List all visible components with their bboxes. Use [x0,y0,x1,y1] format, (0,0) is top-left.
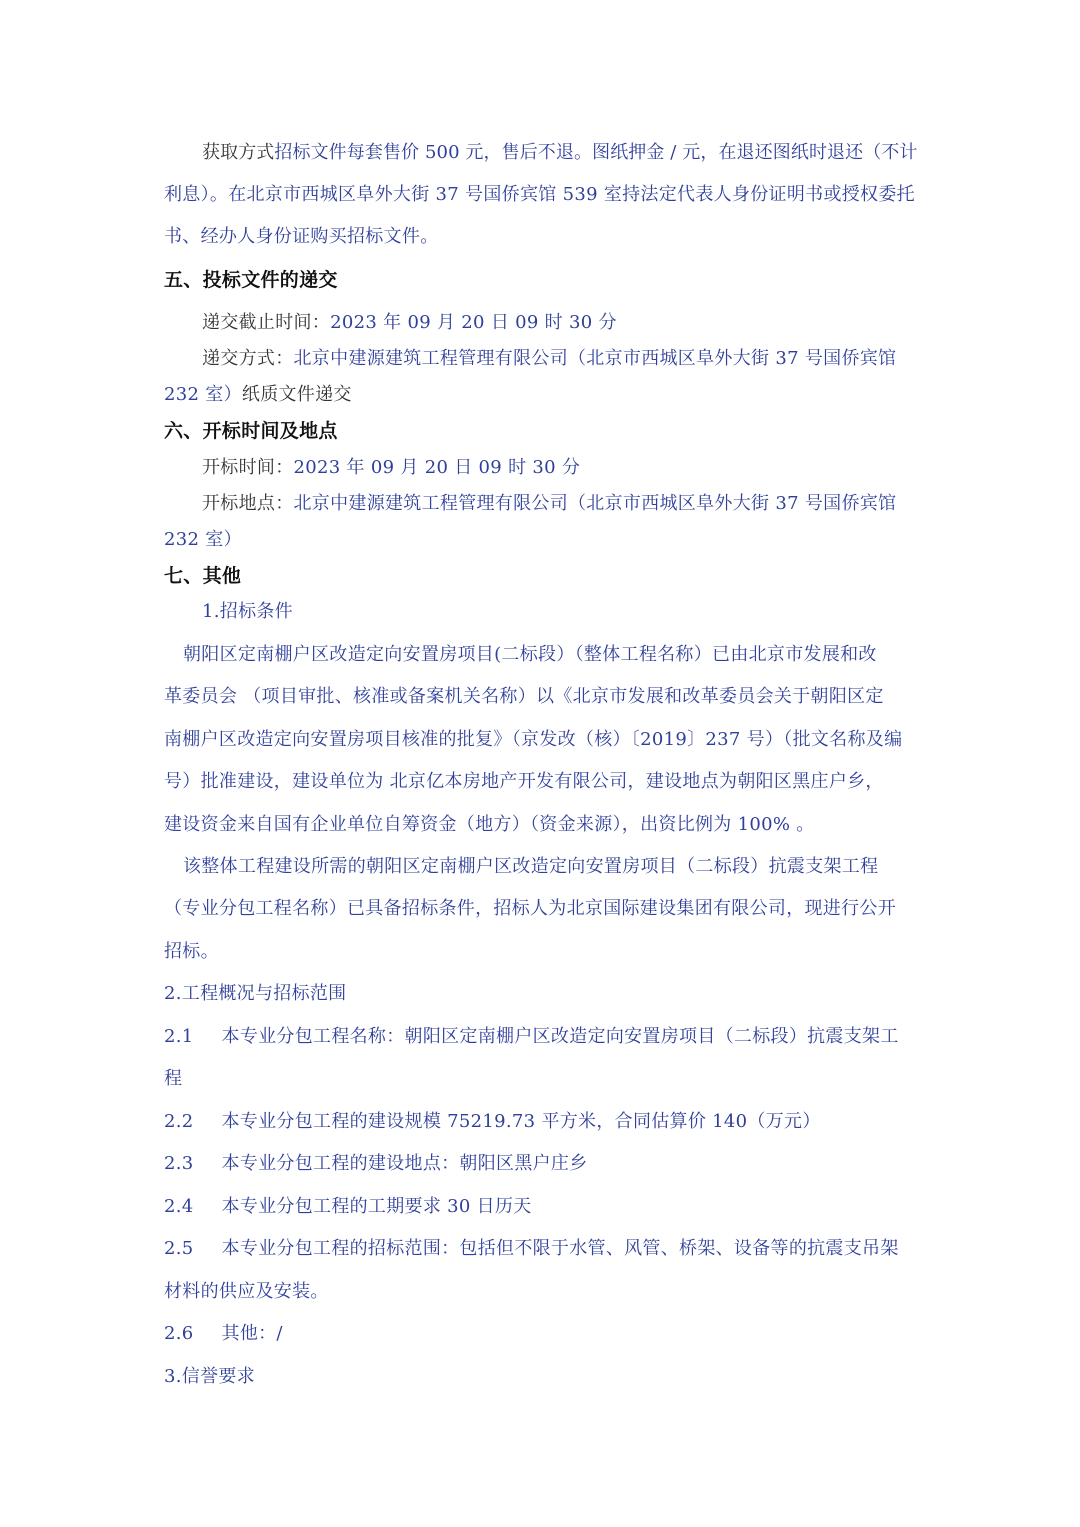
item-2-5-continued: 材料的供应及安装。 [164,1281,329,1302]
item-text: 本专业分包工程的工期要求 30 日历天 [221,1196,532,1217]
item-text: 本专业分包工程的建设地点：朝阳区黑户庄乡 [221,1153,588,1174]
submit-method-text-1: 北京中建源建筑工程管理有限公司（北京市西城区阜外大街 37 号国侨宾馆 [293,348,897,369]
conditions-line-4: 号）批准建设，建设单位为 北京亿本房地产开发有限公司，建设地点为朝阳区黑庄户乡， [164,771,884,792]
acquire-line-1 [202,141,918,165]
submit-deadline-label: 递交截止时间： [202,312,331,333]
conditions-p2-line-1: 该整体工程建设所需的朝阳区定南棚户区改造定向安置房项目（二标段）抗震支架工程 [183,856,879,877]
item-text: 本专业分包工程的招标范围：包括但不限于水管、风管、桥架、设备等的抗震支吊架 [221,1238,899,1259]
item-number: 2.5 [164,1238,194,1259]
open-place-label: 开标地点： [202,493,294,514]
item-number: 2.4 [164,1196,194,1217]
section-6-heading: 六、开标时间及地点 [164,420,338,442]
conditions-line-5: 建设资金来自国有企业单位自筹资金（地方）（资金来源），出资比例为 100% 。 [164,814,815,835]
submit-method-label: 递交方式： [202,348,294,369]
item-number: 2.6 [164,1323,194,1344]
submit-method-rest: 纸质文件递交 [241,384,352,405]
item-number: 2.1 [164,1026,194,1047]
conditions-line-3: 南棚户区改造定向安置房项目核准的批复》（京发改（核）〔2019〕237 号）（批文名称及编 [164,729,903,750]
submit-method-line-1 [202,347,896,371]
item-number: 2.3 [164,1153,194,1174]
subsection-1-title: 1.招标条件 [202,601,293,622]
item-2-1 [164,1025,899,1049]
item-2-6 [164,1322,283,1346]
conditions-line-2: 革委员会 （项目审批、核准或备案机关名称）以《北京市发展和改革委员会关于朝阳区定 [164,686,884,707]
item-text: 本专业分包工程的建设规模 75219.73 平方米，合同估算价 140（万元） [221,1111,821,1132]
open-time-label: 开标时间： [202,457,294,478]
acquire-line-2: 利息）。在北京市西城区阜外大街 37 号国侨宾馆 539 室持法定代表人身份证明书或授权委托 [164,184,915,205]
open-time-value: 2023 年 09 月 20 日 09 时 30 分 [293,457,581,478]
item-text: 其他：/ [221,1323,283,1344]
submit-deadline-line [202,311,617,335]
item-2-3 [164,1152,588,1176]
open-place-line-2: 232 室） [164,529,242,550]
acquire-lead: 获取方式 [202,142,275,163]
acquire-line-3: 书、经办人身份证购买招标文件。 [164,226,439,247]
section-7-heading: 七、其他 [164,565,242,587]
item-2-4 [164,1195,532,1219]
item-2-1-continued: 程 [164,1068,183,1089]
open-place-line-1 [202,492,896,516]
open-place-text-1: 北京中建源建筑工程管理有限公司（北京市西城区阜外大街 37 号国侨宾馆 [293,493,897,514]
submit-method-line-2 [164,383,352,407]
submit-deadline-value: 2023 年 09 月 20 日 09 时 30 分 [330,312,617,333]
conditions-p2-line-2: （专业分包工程名称）已具备招标条件，招标人为北京国际建设集团有限公司，现进行公开 [164,898,896,919]
acquire-text-1: 招标文件每套售价 500 元，售后不退。图纸押金 / 元，在退还图纸时退还（不计 [274,142,918,163]
conditions-line-1: 朝阳区定南棚户区改造定向安置房项目(二标段）（整体工程名称）已由北京市发展和改 [183,644,877,665]
item-text: 本专业分包工程名称：朝阳区定南棚户区改造定向安置房项目（二标段）抗震支架工 [221,1026,899,1047]
item-number: 2.2 [164,1111,194,1132]
submit-method-room: 232 室） [164,384,242,405]
subsection-3-title: 3.信誉要求 [164,1366,255,1387]
item-2-2 [164,1110,821,1134]
conditions-p2-line-3: 招标。 [164,941,219,962]
item-2-5 [164,1237,899,1261]
section-5-heading: 五、投标文件的递交 [164,269,338,291]
open-time-line [202,456,580,480]
subsection-2-title: 2.工程概况与招标范围 [164,983,347,1004]
